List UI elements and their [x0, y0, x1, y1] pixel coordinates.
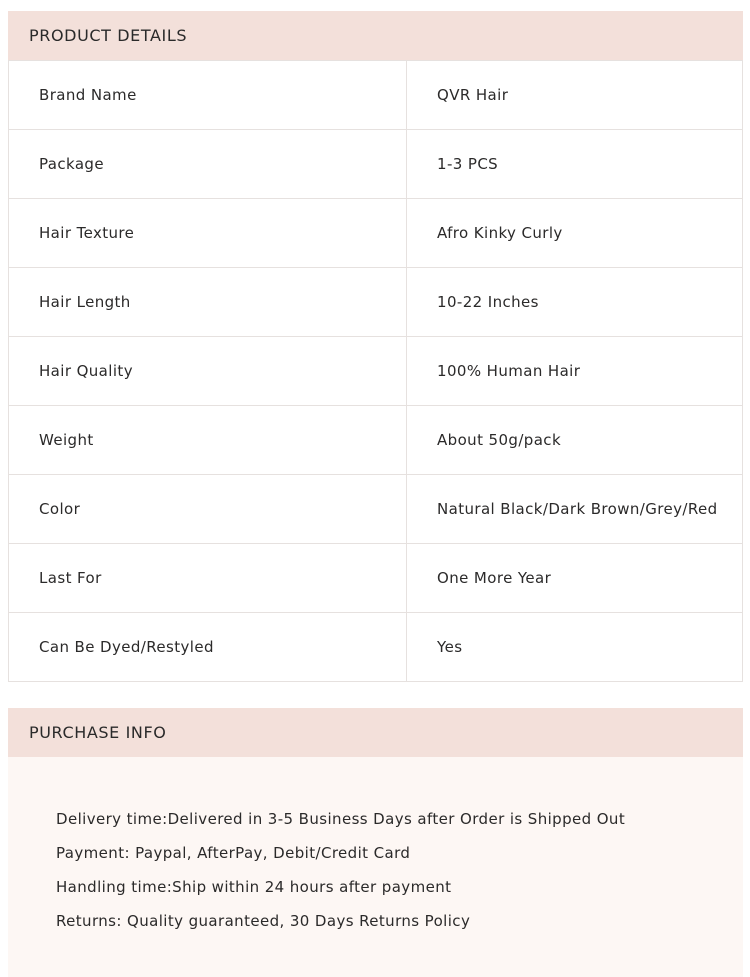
table-row — [9, 406, 743, 475]
weight-value: About 50g/pack — [407, 406, 743, 475]
table-row — [9, 61, 743, 130]
table-row — [9, 544, 743, 613]
table-row — [9, 268, 743, 337]
handling-time-line: Handling time:Ship within 24 hours after payment — [56, 878, 452, 896]
weight-label: Weight — [9, 406, 407, 475]
can-be-dyed-label: Can Be Dyed/Restyled — [9, 613, 407, 682]
table-row — [9, 613, 743, 682]
hair-texture-label: Hair Texture — [9, 199, 407, 268]
package-label: Package — [9, 130, 407, 199]
hair-length-label: Hair Length — [9, 268, 407, 337]
purchase-info-header — [8, 708, 743, 757]
purchase-info-body — [8, 757, 743, 977]
package-value: 1-3 PCS — [407, 130, 743, 199]
table-row — [9, 337, 743, 406]
hair-quality-value: 100% Human Hair — [407, 337, 743, 406]
table-row — [9, 130, 743, 199]
product-details-title: PRODUCT DETAILS — [29, 26, 188, 45]
color-label: Color — [9, 475, 407, 544]
brand-name-label: Brand Name — [9, 61, 407, 130]
table-row — [9, 199, 743, 268]
brand-name-value: QVR Hair — [407, 61, 743, 130]
product-details-header — [8, 11, 743, 60]
payment-line: Payment: Paypal, AfterPay, Debit/Credit Card — [56, 844, 411, 862]
purchase-info-title: PURCHASE INFO — [29, 723, 167, 742]
table-row — [9, 475, 743, 544]
color-value: Natural Black/Dark Brown/Grey/Red — [407, 475, 743, 544]
delivery-time-line: Delivery time:Delivered in 3-5 Business Days after Order is Shipped Out — [56, 810, 626, 828]
last-for-value: One More Year — [407, 544, 743, 613]
product-details-table — [8, 60, 743, 682]
hair-quality-label: Hair Quality — [9, 337, 407, 406]
last-for-label: Last For — [9, 544, 407, 613]
hair-texture-value: Afro Kinky Curly — [407, 199, 743, 268]
hair-length-value: 10-22 Inches — [407, 268, 743, 337]
returns-line: Returns: Quality guaranteed, 30 Days Returns Policy — [56, 912, 471, 930]
can-be-dyed-value: Yes — [407, 613, 743, 682]
